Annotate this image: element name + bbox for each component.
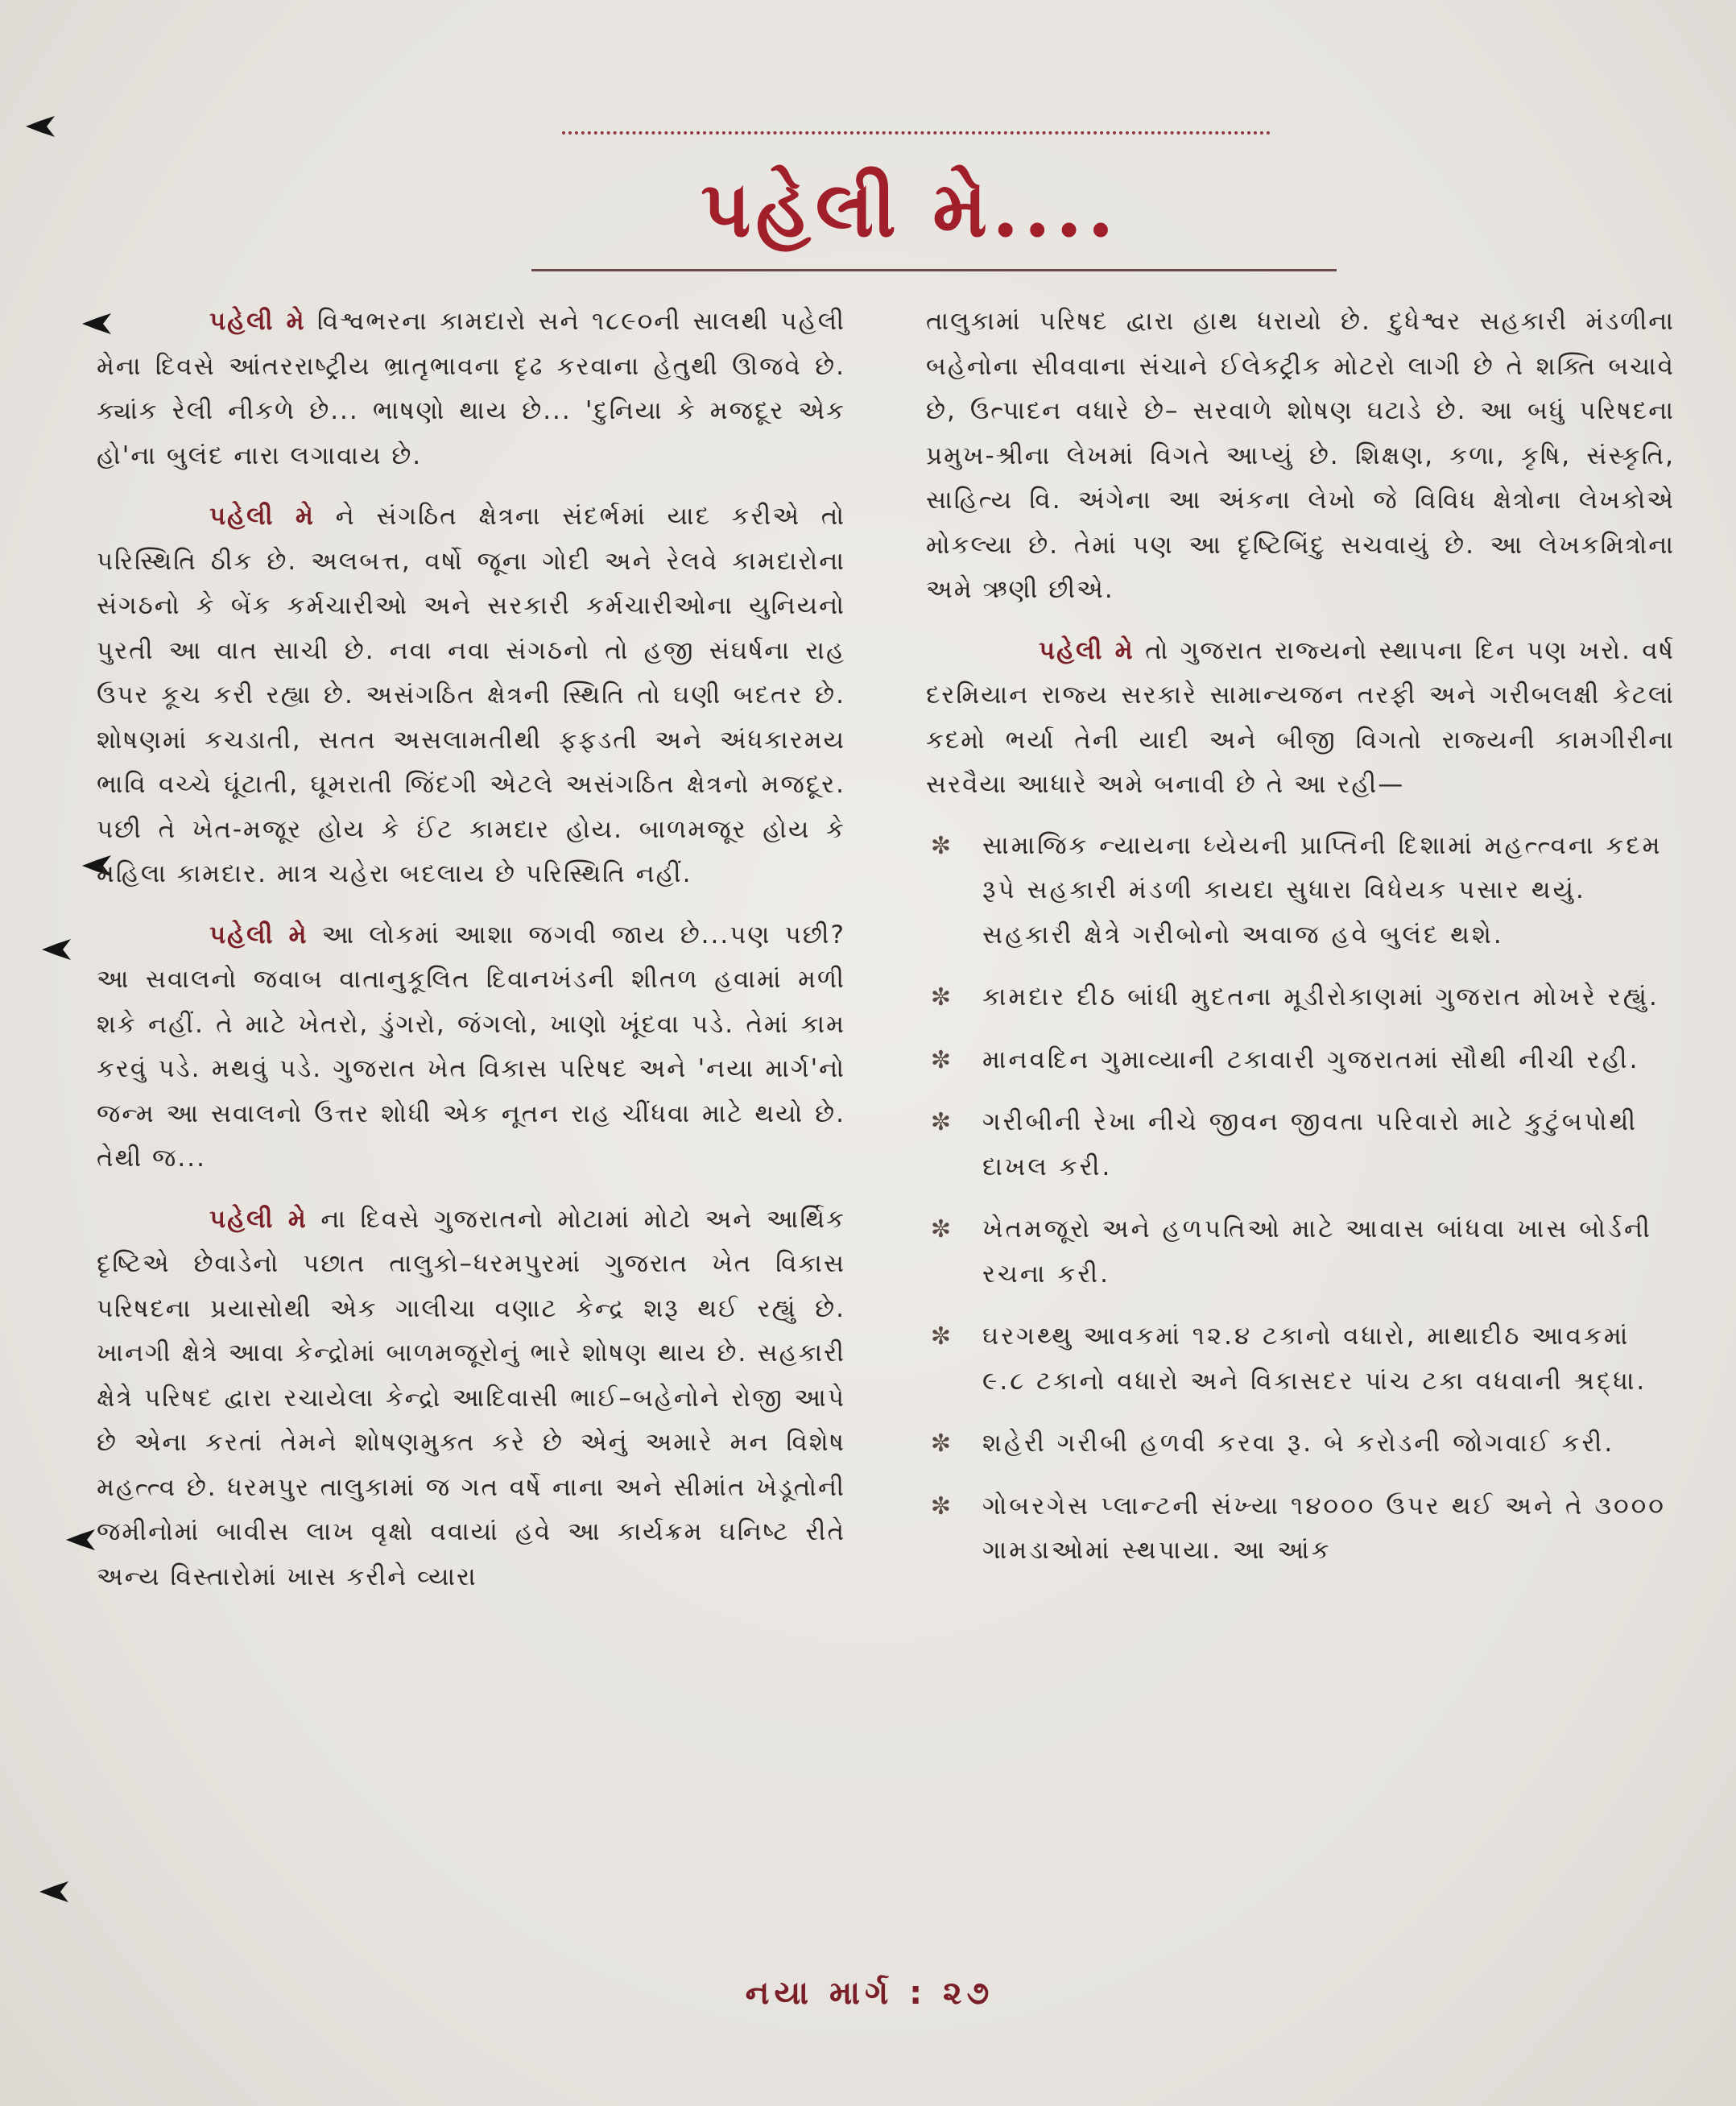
list-item (926, 1314, 1675, 1404)
right-column (926, 300, 1675, 1934)
asterisk-icon: ✼ (930, 1108, 954, 1136)
list-item-text: માનવદિન ગુમાવ્યાની ટકાવારી ગુજરાતમાં સૌથી નીચી રહી. (982, 1045, 1640, 1074)
paragraph-lead: પહેલી મે (209, 920, 308, 950)
list-item-text: ઘરગથ્થુ આવકમાં ૧૨.૪ ટકાનો વધારો, માથાદીઠ આવકમાં ૯.૮ ટકાનો વધારો અને વિકાસદર પાંચ ટકા વધવાની શ્રદ્ધા. (982, 1322, 1647, 1396)
paragraph-lead: પહેલી મે (209, 502, 315, 531)
title-top-dotted-rule (562, 131, 1271, 134)
list-item (926, 824, 1675, 958)
achievements-list (926, 824, 1675, 1574)
paragraph (926, 300, 1675, 613)
page-footer: નયા માર્ગ : ૨૭ (745, 1975, 994, 2012)
list-item (926, 975, 1675, 1020)
list-item-text: ગરીબીની રેખા નીચે જીવન જીવતા પરિવારો માટે કુટુંબપોથી દાખલ કરી. (982, 1107, 1639, 1181)
list-item (926, 1038, 1675, 1083)
list-item-text: સામાજિક ન્યાયના ધ્યેયની પ્રાપ્તિની દિશામાં મહત્ત્વના કદમ રૂપે સહકારી મંડળી કાયદા સુધારા વિધેયક પસાર થયું. સહકારી ક્ષેત્રે ગરીબોનો અવાજ હવે બુલંદ થશે. (982, 830, 1663, 950)
paragraph-lead: પહેલી મે (209, 307, 306, 336)
paragraph-text: વિશ્વભરના કામદારો સને ૧૮૯૦ની સાલથી પહેલી મેના દિવસે આંતરરાષ્ટ્રીય ભ્રાતૃભાવના દૃઢ કરવાના હેતુથી ઊજવે છે. ક્યાંક રેલી નીકળે છે... ભાષણો થાય છે... 'દુનિયા કે મજદૂર એક હો'ના બુલંદ નારા લગાવાય છે. (97, 307, 845, 470)
paragraph (97, 913, 845, 1181)
paragraph (97, 300, 845, 478)
title-bottom-rule (531, 269, 1337, 271)
paragraph (926, 629, 1675, 808)
list-item-text: ગોબરગેસ પ્લાન્ટની સંખ્યા ૧૪૦૦૦ ઉપર થઈ અને તે ૩૦૦૦ ગામડાઓમાં સ્થપાયા. આ આંક (982, 1491, 1666, 1565)
list-item-text: શહેરી ગરીબી હળવી કરવા રૂ. બે કરોડની જોગવાઈ કરી. (982, 1429, 1615, 1458)
list-item (926, 1207, 1675, 1297)
punch-hole-icon (23, 113, 58, 140)
page-title: પહેલી મે.... (701, 163, 1119, 254)
asterisk-icon: ✼ (930, 1322, 954, 1351)
paragraph (97, 1198, 845, 1600)
list-item (926, 1484, 1675, 1574)
paragraph-text: ને સંગઠિત ક્ષેત્રના સંદર્ભમાં યાદ કરીએ તો પરિસ્થિતિ ઠીક છે. અલબત્ત, વર્ષો જૂના ગોદી અને રેલવે કામદારોના સંગઠનો કે બેંક કર્મચારીઓ અને સરકારી કર્મચારીઓના યુનિયનો પુરતી આ વાત સાચી છે. નવા નવા સંગઠનો તો હજી સંઘર્ષના રાહ ઉપર કૂચ કરી રહ્યા છે. અસંગઠિત ક્ષેત્રની સ્થિતિ તો ઘણી બદતર છે. શોષણમાં કચડાતી, સતત અસલામતીથી ફફડતી અને અંધકારમય ભાવિ વચ્ચે ઘૂંટાતી, ઘૂમરાતી જિંદગી એટલે અસંગઠિત ક્ષેત્રનો મજદૂર. પછી તે ખેત-મજૂર હોય કે ઈંટ કામદાર હોય. બાળમજૂર હોય કે મહિલા કામદાર. માત્ર ચહેરા બદલાય છે પરિસ્થિતિ નહીં. (97, 502, 845, 888)
asterisk-icon: ✼ (930, 1045, 954, 1074)
punch-hole-icon (63, 1526, 98, 1554)
asterisk-icon: ✼ (930, 983, 954, 1012)
left-column (97, 300, 845, 1934)
paragraph-text: ના દિવસે ગુજરાતનો મોટામાં મોટો અને આર્થિક દૃષ્ટિએ છેવાડેનો પછાત તાલુકો–ધરમપુરમાં ગુજરાત ખેત વિકાસ પરિષદના પ્રયાસોથી એક ગાલીચા વણાટ કેન્દ્ર શરૂ થઈ રહ્યું છે. ખાનગી ક્ષેત્રે આવા કેન્દ્રોમાં બાળમજૂરોનું ભારે શોષણ થાય છે. સહકારી ક્ષેત્રે પરિષદ દ્વારા રચાયેલા કેન્દ્રો આદિવાસી ભાઈ–બહેનોને રોજી આપે છે એના કરતાં તેમને શોષણમુક્ત કરે છે એનું અમારે મન વિશેષ મહત્ત્વ છે. ધરમપુર તાલુકામાં જ ગત વર્ષે નાના અને સીમાંત ખેડૂતોની જમીનોમાં બાવીસ લાખ વૃક્ષો વવાયાં હવે આ કાર્યક્રમ ઘનિષ્ટ રીતે અન્ય વિસ્તારોમાં ખાસ કરીને વ્યારા (97, 1204, 845, 1591)
list-item (926, 1421, 1675, 1467)
paragraph-text: તો ગુજરાત રાજ્યનો સ્થાપના દિન પણ ખરો. વર્ષ દરમિયાન રાજ્ય સરકારે સામાન્યજન તરફી અને ગરીબલક્ષી કેટલાં કદમો ભર્યા તેની યાદી અને બીજી વિગતો રાજ્યની કામગીરીના સરવૈયા આધારે અમે બનાવી છે તે આ રહી— (926, 635, 1675, 799)
paragraph-lead: પહેલી મે (1039, 635, 1135, 665)
paragraph-text: તાલુકામાં પરિષદ દ્વારા હાથ ધરાયો છે. દુધેશ્વર સહકારી મંડળીના બહેનોના સીવવાના સંચાને ઈલેક્ટ્રીક મોટરો લાગી છે તે શક્તિ બચાવે છે, ઉત્પાદન વધારે છે– સરવાળે શોષણ ઘટાડે છે. આ બધું પરિષદના પ્રમુખ-શ્રીના લેખમાં વિગતે આપ્યું છે. શિક્ષણ, કળા, કૃષિ, સંસ્કૃતિ, સાહિત્ય વિ. અંગેના આ અંકના લેખો જે વિવિધ ક્ષેત્રોના લેખકોએ મોકલ્યા છે. તેમાં પણ આ દૃષ્ટિબિંદુ સચવાયું છે. આ લેખકમિત્રોના અમે ઋણી છીએ. (926, 307, 1675, 604)
list-item-text: ખેતમજૂરો અને હળપતિઓ માટે આવાસ બાંધવા ખાસ બોર્ડની રચના કરી. (982, 1214, 1652, 1289)
asterisk-icon: ✼ (930, 831, 954, 860)
paragraph-text: આ લોકમાં આશા જગવી જાય છે...પણ પછી? આ સવાલનો જવાબ વાતાનુકૂલિત દિવાનખંડની શીતળ હવામાં મળી શકે નહીં. તે માટે ખેતરો, ડુંગરો, જંગલો, ખાણો ખૂંદવા પડે. તેમાં કામ કરવું પડે. મથવું પડે. ગુજરાત ખેત વિકાસ પરિષદ અને 'નયા માર્ગ'નો જન્મ આ સવાલનો ઉત્તર શોધી એક નૂતન રાહ ચીંધવા માટે થયો છે. તેથી જ... (97, 920, 845, 1173)
asterisk-icon: ✼ (930, 1215, 954, 1243)
asterisk-icon: ✼ (930, 1430, 954, 1458)
list-item-text: કામદાર દીઠ બાંધી મુદતના મૂડીરોકાણમાં ગુજરાત મોખરે રહ્યું. (982, 983, 1660, 1012)
punch-hole-icon (39, 936, 74, 963)
list-item (926, 1100, 1675, 1190)
paragraph (97, 494, 845, 897)
punch-hole-icon (36, 1878, 72, 1905)
paragraph-lead: પહેલી મે (209, 1204, 308, 1234)
asterisk-icon: ✼ (930, 1492, 954, 1521)
